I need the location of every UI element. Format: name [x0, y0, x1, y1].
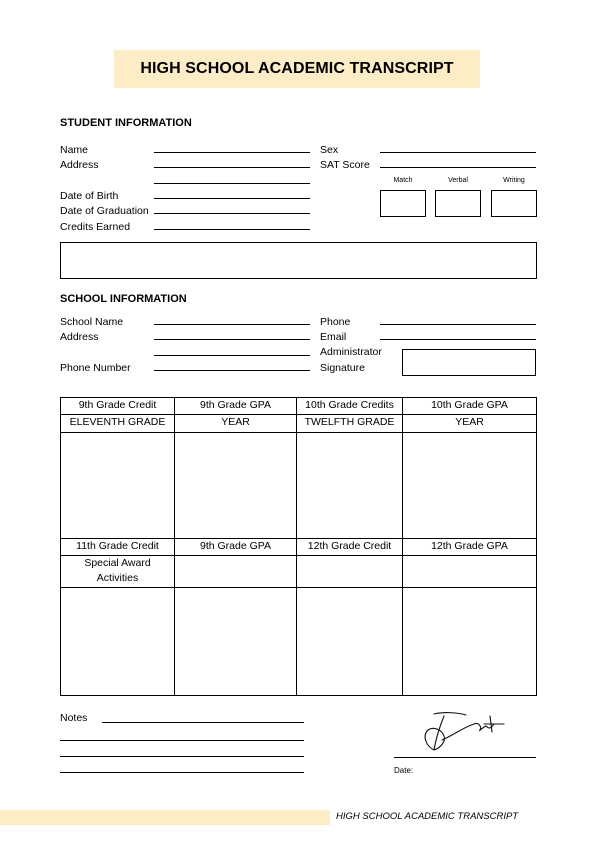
- table-entry-cell[interactable]: [297, 588, 403, 696]
- table-header-cell: ELEVENTH GRADE: [61, 415, 175, 433]
- notes-field-3[interactable]: [60, 756, 304, 757]
- table-header-cell: YEAR: [175, 415, 297, 433]
- sat-label: SAT Score: [320, 159, 370, 171]
- document-title: HIGH SCHOOL ACADEMIC TRANSCRIPT: [114, 50, 480, 88]
- notes-field-2[interactable]: [60, 740, 304, 741]
- table-entry-cell[interactable]: [297, 556, 403, 588]
- school-address-field[interactable]: [154, 339, 310, 340]
- sat-verbal-label: Verbal: [448, 177, 468, 184]
- table-entry-cell[interactable]: [403, 588, 537, 696]
- table-header-cell: 12th Grade Credit: [297, 539, 403, 556]
- phone-number-field[interactable]: [154, 370, 310, 371]
- table-header-cell: 10th Grade Credits: [297, 398, 403, 415]
- address-field[interactable]: [154, 167, 310, 168]
- table-entry-cell[interactable]: [297, 433, 403, 539]
- table-header-cell: [61, 556, 175, 588]
- table-entry-cell[interactable]: [175, 588, 297, 696]
- sat-verbal-box[interactable]: [435, 190, 481, 217]
- school-name-label: School Name: [60, 316, 124, 328]
- table-header-cell: TWELFTH GRADE: [297, 415, 403, 433]
- graduation-label: Date of Graduation: [60, 205, 149, 217]
- graduation-field[interactable]: [154, 213, 310, 214]
- sat-match-box[interactable]: [380, 190, 426, 217]
- table-entry-cell[interactable]: [61, 588, 175, 696]
- address-label: Address: [60, 159, 99, 171]
- sat-writing-box[interactable]: [491, 190, 537, 217]
- table-row: [61, 588, 537, 696]
- dob-label: Date of Birth: [60, 190, 119, 202]
- email-field[interactable]: [380, 339, 536, 340]
- table-header-cell: 9th Grade Credit: [61, 398, 175, 415]
- sat-match-label: Match: [393, 177, 413, 184]
- handwritten-signature: [404, 706, 516, 756]
- address-field-2[interactable]: [154, 183, 310, 184]
- notes-field-4[interactable]: [60, 772, 304, 773]
- sex-label: Sex: [320, 144, 339, 156]
- table-entry-cell[interactable]: [403, 433, 537, 539]
- table-entry-cell[interactable]: [175, 556, 297, 588]
- dob-field[interactable]: [154, 198, 310, 199]
- phone-label: Phone: [320, 316, 351, 328]
- grades-table: [60, 397, 537, 696]
- table-row: [61, 539, 537, 556]
- signature-label: Signature: [320, 362, 365, 374]
- name-field[interactable]: [154, 152, 310, 153]
- administrator-signature-box[interactable]: [402, 349, 536, 376]
- table-header-cell: 12th Grade GPA: [403, 539, 537, 556]
- administrator-label: Administrator: [320, 346, 382, 358]
- email-label: Email: [320, 331, 347, 343]
- school-address-label: Address: [60, 331, 99, 343]
- table-row: [61, 398, 537, 415]
- notes-label: Notes: [60, 712, 88, 724]
- signature-line[interactable]: [394, 757, 536, 758]
- table-row: [61, 415, 537, 433]
- student-info-heading: STUDENT INFORMATION: [60, 117, 192, 129]
- credits-label: Credits Earned: [60, 221, 131, 233]
- table-header-cell: 11th Grade Credit: [61, 539, 175, 556]
- table-header-cell: 9th Grade GPA: [175, 398, 297, 415]
- name-label: Name: [60, 144, 89, 156]
- date-label: Date:: [394, 766, 414, 775]
- school-address-field-2[interactable]: [154, 355, 310, 356]
- school-name-field[interactable]: [154, 324, 310, 325]
- special-award-label: Special Award Activities: [84, 557, 151, 584]
- table-header-cell: 10th Grade GPA: [403, 398, 537, 415]
- school-info-heading: SCHOOL INFORMATION: [60, 293, 187, 305]
- table-entry-cell[interactable]: [175, 433, 297, 539]
- sat-field[interactable]: [380, 167, 536, 168]
- credits-field[interactable]: [154, 229, 310, 230]
- table-entry-cell[interactable]: [61, 433, 175, 539]
- table-row: [61, 556, 537, 588]
- sat-writing-label: Writing: [503, 177, 525, 184]
- table-row: [61, 433, 537, 539]
- phone-field[interactable]: [380, 324, 536, 325]
- notes-field-1[interactable]: [102, 722, 304, 723]
- table-entry-cell[interactable]: [403, 556, 537, 588]
- table-header-cell: 9th Grade GPA: [175, 539, 297, 556]
- student-notes-box[interactable]: [60, 242, 537, 279]
- sex-field[interactable]: [380, 152, 536, 153]
- footer-title: HIGH SCHOOL ACADEMIC TRANSCRIPT: [336, 811, 519, 822]
- phone-number-label: Phone Number: [60, 362, 131, 374]
- table-header-cell: YEAR: [403, 415, 537, 433]
- footer-band: [0, 810, 330, 825]
